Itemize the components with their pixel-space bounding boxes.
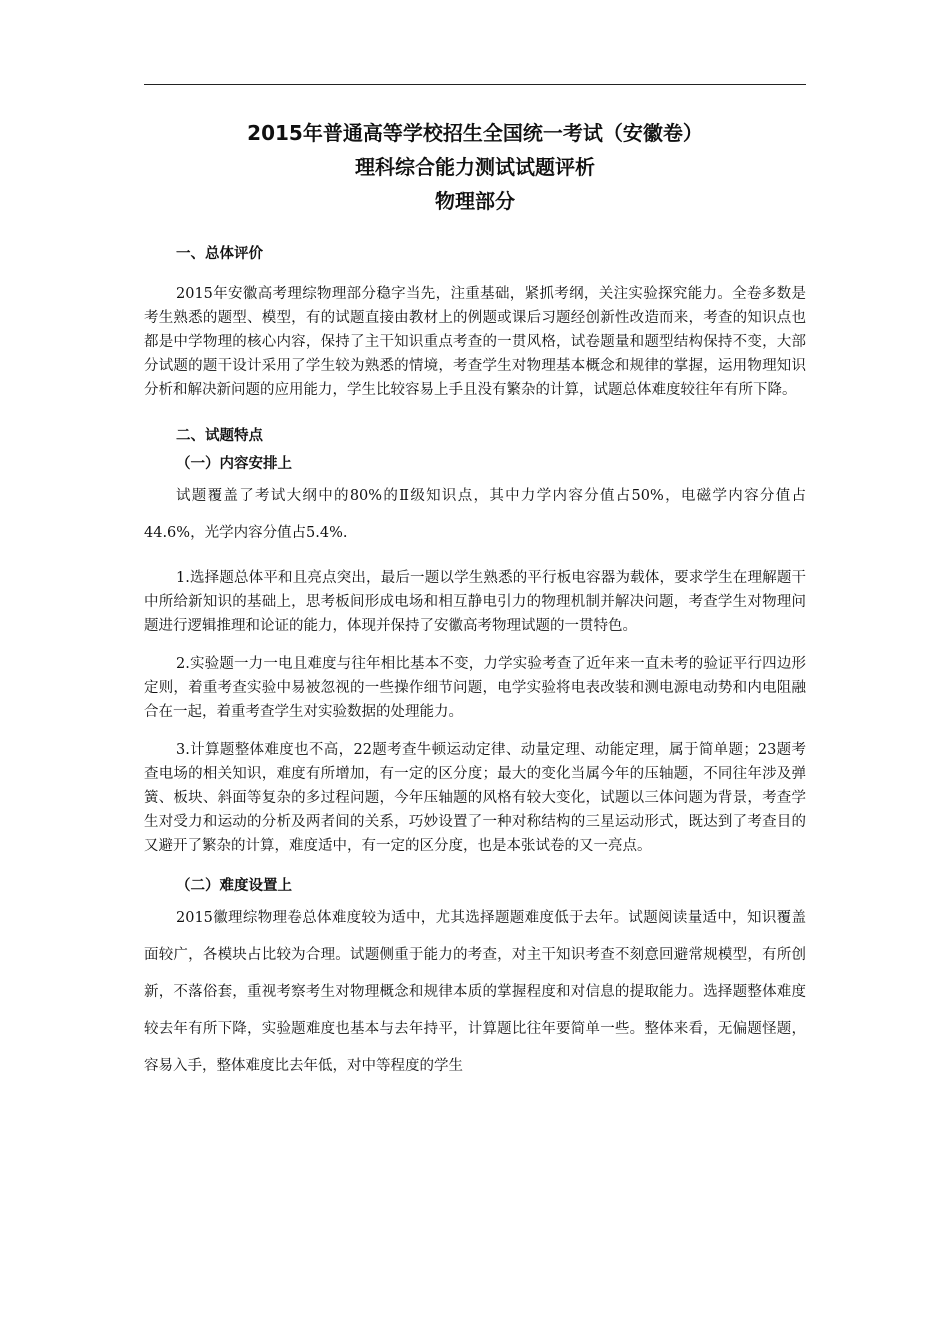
document-body [144,240,806,1085]
title-block [0,118,950,220]
title-line-1: 2015年普通高等学校招生全国统一考试（安徽卷） [247,121,703,145]
list-item-choice-questions: 1.选择题总体平和且亮点突出，最后一题以学生熟悉的平行板电容器为载体，要求学生在理解题干中所给新知识的基础上，思考板间形成电场和相互静电引力的物理机制并解决问题，考查学生对物理问题进行逻辑推理和论证的能力，体现并保持了安徽高考物理试题的一贯特色。 [144,570,806,634]
paragraph-content-coverage: 试题覆盖了考试大纲中的80%的Ⅱ级知识点，其中力学内容分值占50%，电磁学内容分值占44.6%，光学内容分值占5.4%. [144,488,806,541]
list-item-calculation-questions: 3.计算题整体难度也不高，22题考查牛顿运动定律、动量定理、动能定理，属于简单题；23题考查电场的相关知识，难度有所增加，有一定的区分度；最大的变化当属今年的压轴题，不同往年涉及弹簧、板块、斜面等复杂的多过程问题，今年压轴题的风格有较大变化，试题以三体问题为背景，考查学生对受力和运动的分析及两者间的关系，巧妙设置了一种对称结构的三星运动形式，既达到了考查目的又避开了繁杂的计算，难度适中，有一定的区分度，也是本张试卷的又一亮点。 [144,742,806,854]
paragraph-difficulty: 2015徽理综物理卷总体难度较为适中，尤其选择题题难度低于去年。试题阅读量适中，知识覆盖面较广，各模块占比较为合理。试题侧重于能力的考查，对主干知识考查不刻意回避常规模型，有所创新，不落俗套，重视考察考生对物理概念和规律本质的掌握程度和对信息的提取能力。选择题整体难度较去年有所下降，实验题难度也基本与去年持平，计算题比往年要简单一些。整体来看，无偏题怪题，容易入手，整体难度比去年低，对中等程度的学生 [144,910,806,1074]
subsection-heading-content: （一）内容安排上 [176,456,292,472]
list-item-experiment-questions: 2.实验题一力一电且难度与往年相比基本不变，力学实验考查了近年来一直未考的验证平行四边形定则，着重考查实验中易被忽视的一些操作细节问题，电学实验将电表改装和测电源电动势和内电阻融合在一起，着重考查学生对实验数据的处理能力。 [144,656,806,720]
paragraph-overall: 2015年安徽高考理综物理部分稳字当先，注重基础，紧抓考纲，关注实验探究能力。全卷多数是考生熟悉的题型、模型，有的试题直接由教材上的例题或课后习题经创新性改造而来，考查的知识点也都是中学物理的核心内容，保持了主干知识重点考查的一贯风格，试卷题量和题型结构保持不变，大部分试题的题干设计采用了学生较为熟悉的情境，考查学生对物理基本概念和规律的掌握，运用物理知识分析和解决新问题的应用能力，学生比较容易上手且没有繁杂的计算，试题总体难度较往年有所下降。 [144,286,806,398]
section-heading-features: 二、试题特点 [176,428,263,444]
section-heading-overall: 一、总体评价 [176,246,263,262]
subsection-heading-difficulty: （二）难度设置上 [176,878,292,894]
title-line-3: 物理部分 [435,189,515,213]
title-line-2: 理科综合能力测试试题评析 [355,155,595,179]
header-rule [144,84,806,85]
